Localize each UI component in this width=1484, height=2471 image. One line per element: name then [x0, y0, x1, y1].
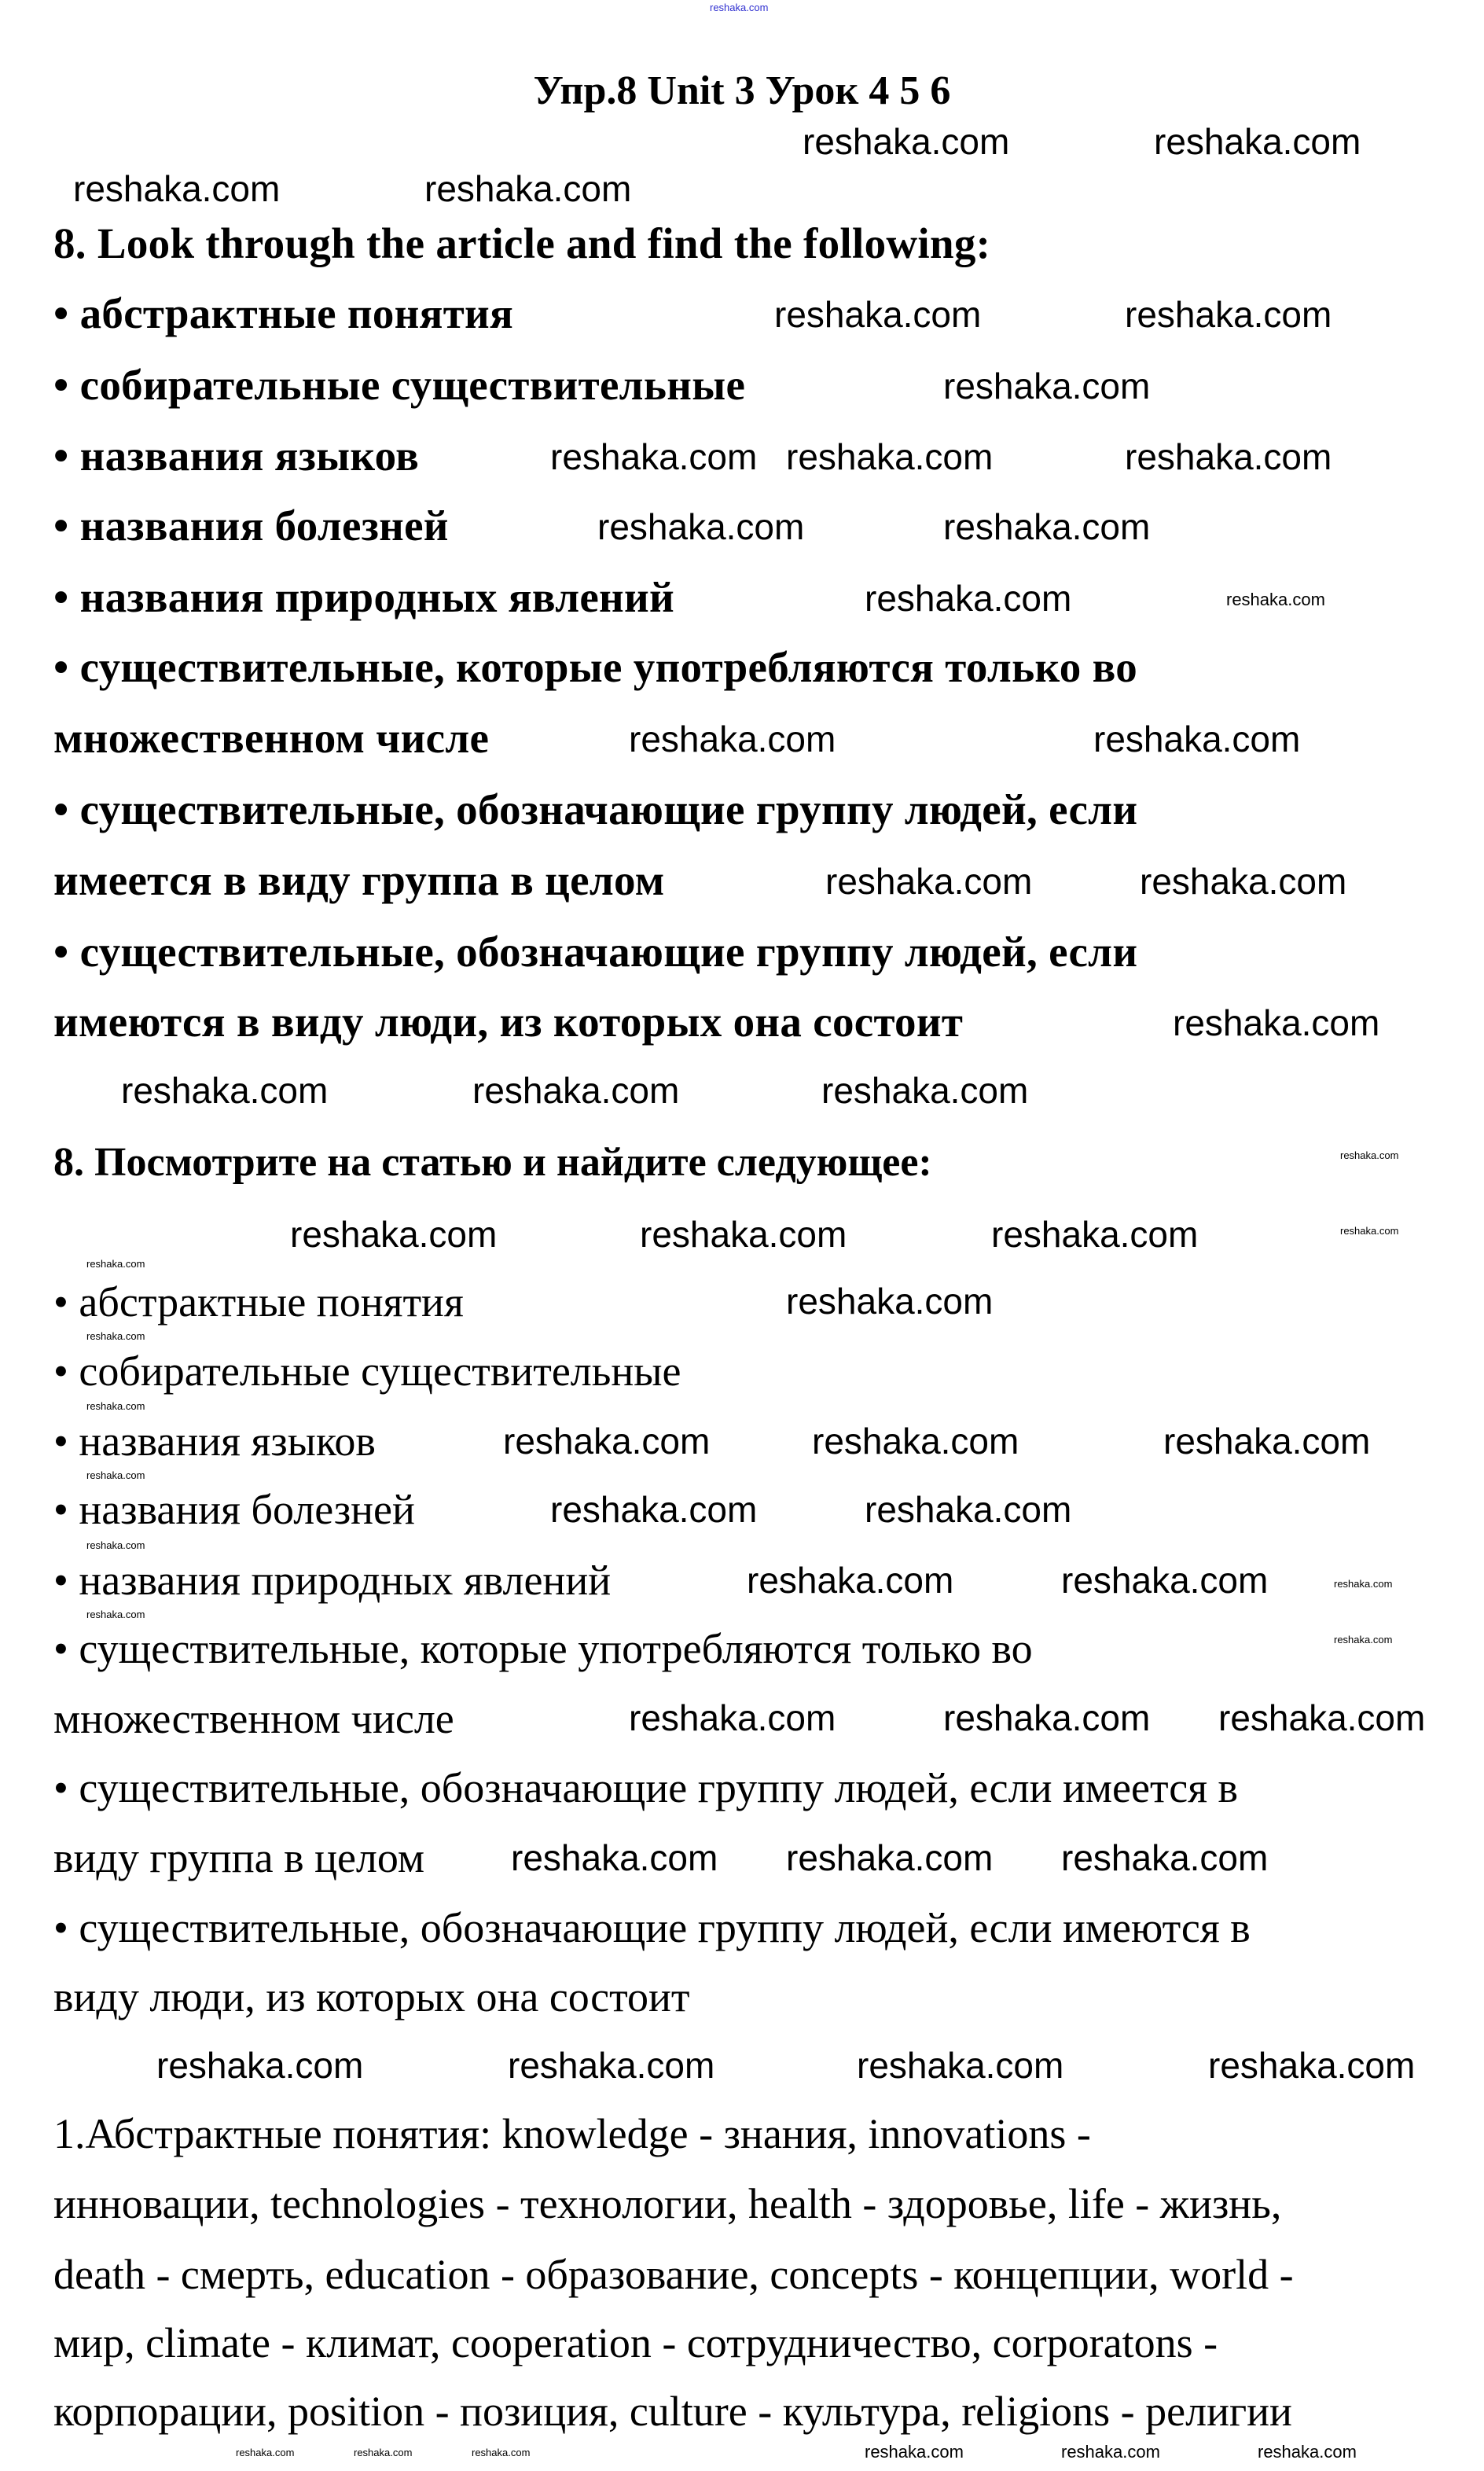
watermark: reshaka.com: [821, 1070, 1029, 1111]
watermark: reshaka.com: [786, 1837, 994, 1878]
watermark: reshaka.com: [1173, 1002, 1380, 1043]
task-line: • абстрактные понятия: [53, 1278, 464, 1326]
answer-line: корпорации, position - позиция, culture - культура, religions - религии: [53, 2388, 1292, 2435]
watermark: reshaka.com: [86, 1400, 145, 1412]
watermark: reshaka.com: [1093, 719, 1301, 759]
watermark: reshaka.com: [86, 1539, 145, 1551]
task-line: виду группа в целом: [53, 1834, 425, 1881]
watermark: reshaka.com: [550, 1489, 758, 1530]
task-line: • названия языков: [53, 432, 420, 480]
watermark: reshaka.com: [812, 1421, 1019, 1462]
watermark: reshaka.com: [1334, 1634, 1393, 1645]
task-line: • названия болезней: [53, 1486, 415, 1533]
watermark: reshaka.com: [508, 2045, 715, 2086]
watermark: reshaka.com: [747, 1560, 954, 1601]
task-line: • названия природных явлений: [53, 573, 675, 621]
watermark: reshaka.com: [290, 1214, 498, 1255]
watermark: reshaka.com: [1154, 121, 1361, 162]
task-line: множественном числе: [53, 714, 490, 762]
watermark: reshaka.com: [640, 1214, 847, 1255]
task-line: • собирательные существительные: [53, 361, 746, 409]
watermark: reshaka.com: [1258, 2442, 1357, 2462]
task-line: множественном числе: [53, 1695, 454, 1742]
watermark: reshaka.com: [1125, 294, 1332, 335]
watermark: reshaka.com: [1340, 1149, 1399, 1161]
watermark: reshaka.com: [1218, 1697, 1426, 1738]
watermark: reshaka.com: [73, 168, 281, 209]
watermark: reshaka.com: [629, 1697, 836, 1738]
watermark: reshaka.com: [991, 1214, 1199, 1255]
answer-line: мир, climate - климат, cooperation - сотрудничество, corporatons -: [53, 2319, 1218, 2366]
watermark: reshaka.com: [1334, 1578, 1393, 1590]
watermark: reshaka.com: [1208, 2045, 1416, 2086]
watermark: reshaka.com: [710, 2, 769, 13]
watermark: reshaka.com: [825, 861, 1033, 902]
watermark: reshaka.com: [1061, 1837, 1269, 1878]
task-line: • существительные, которые употребляются только во: [53, 1625, 1033, 1672]
answer-line: инновации, technologies - технологии, health - здоровье, life - жизнь,: [53, 2180, 1282, 2227]
watermark: reshaka.com: [865, 1489, 1072, 1530]
watermark: reshaka.com: [1140, 861, 1347, 902]
watermark: reshaka.com: [943, 366, 1151, 406]
watermark: reshaka.com: [156, 2045, 364, 2086]
watermark: reshaka.com: [550, 436, 758, 477]
task-heading-english: 8. Look through the article and find the following:: [53, 219, 991, 267]
watermark: reshaka.com: [786, 1281, 994, 1322]
watermark: reshaka.com: [857, 2045, 1064, 2086]
page-title: Упр.8 Unit 3 Урок 4 5 6: [533, 68, 951, 113]
watermark: reshaka.com: [1061, 1560, 1269, 1601]
task-line: • существительные, обозначающие группу людей, если имеются в: [53, 1904, 1251, 1951]
watermark: reshaka.com: [1125, 436, 1332, 477]
task-line: • абстрактные понятия: [53, 289, 514, 337]
watermark: reshaka.com: [121, 1070, 329, 1111]
task-line: виду люди, из которых она состоит: [53, 1973, 690, 2021]
watermark: reshaka.com: [629, 719, 836, 759]
task-line: имеются в виду люди, из которых она состоит: [53, 998, 964, 1046]
watermark: reshaka.com: [511, 1837, 718, 1878]
watermark: reshaka.com: [472, 1070, 680, 1111]
answer-line: death - смерть, education - образование, concepts - концепции, world -: [53, 2251, 1294, 2298]
task-line: • существительные, которые употребляются только во: [53, 643, 1138, 691]
watermark: reshaka.com: [86, 1469, 145, 1481]
watermark: reshaka.com: [472, 2447, 531, 2458]
task-line: • названия природных явлений: [53, 1557, 612, 1604]
watermark: reshaka.com: [236, 2447, 295, 2458]
watermark: reshaka.com: [1163, 1421, 1371, 1462]
task-line: имеется в виду группа в целом: [53, 856, 665, 904]
watermark: reshaka.com: [865, 2442, 964, 2462]
watermark: reshaka.com: [786, 436, 994, 477]
watermark: reshaka.com: [597, 506, 805, 547]
watermark: reshaka.com: [86, 1609, 145, 1620]
watermark: reshaka.com: [1061, 2442, 1160, 2462]
watermark: reshaka.com: [1340, 1225, 1399, 1237]
watermark: reshaka.com: [503, 1421, 711, 1462]
watermark: reshaka.com: [865, 578, 1072, 619]
watermark: reshaka.com: [774, 294, 982, 335]
task-line: • существительные, обозначающие группу людей, если: [53, 928, 1138, 976]
watermark: reshaka.com: [86, 1258, 145, 1270]
task-line: • существительные, обозначающие группу людей, если имеется в: [53, 1764, 1239, 1811]
watermark: reshaka.com: [943, 506, 1151, 547]
task-heading-russian: 8. Посмотрите на статью и найдите следующее:: [53, 1140, 932, 1185]
watermark: reshaka.com: [86, 1330, 145, 1342]
watermark: reshaka.com: [943, 1697, 1151, 1738]
task-line: • названия языков: [53, 1418, 376, 1465]
watermark: reshaka.com: [1226, 590, 1325, 609]
watermark: reshaka.com: [803, 121, 1010, 162]
watermark: reshaka.com: [354, 2447, 413, 2458]
task-line: • названия болезней: [53, 502, 449, 550]
watermark: reshaka.com: [424, 168, 632, 209]
task-line: • собирательные существительные: [53, 1348, 681, 1395]
answer-line: 1.Абстрактные понятия: knowledge - знания, innovations -: [53, 2110, 1091, 2157]
task-line: • существительные, обозначающие группу людей, если: [53, 785, 1138, 833]
